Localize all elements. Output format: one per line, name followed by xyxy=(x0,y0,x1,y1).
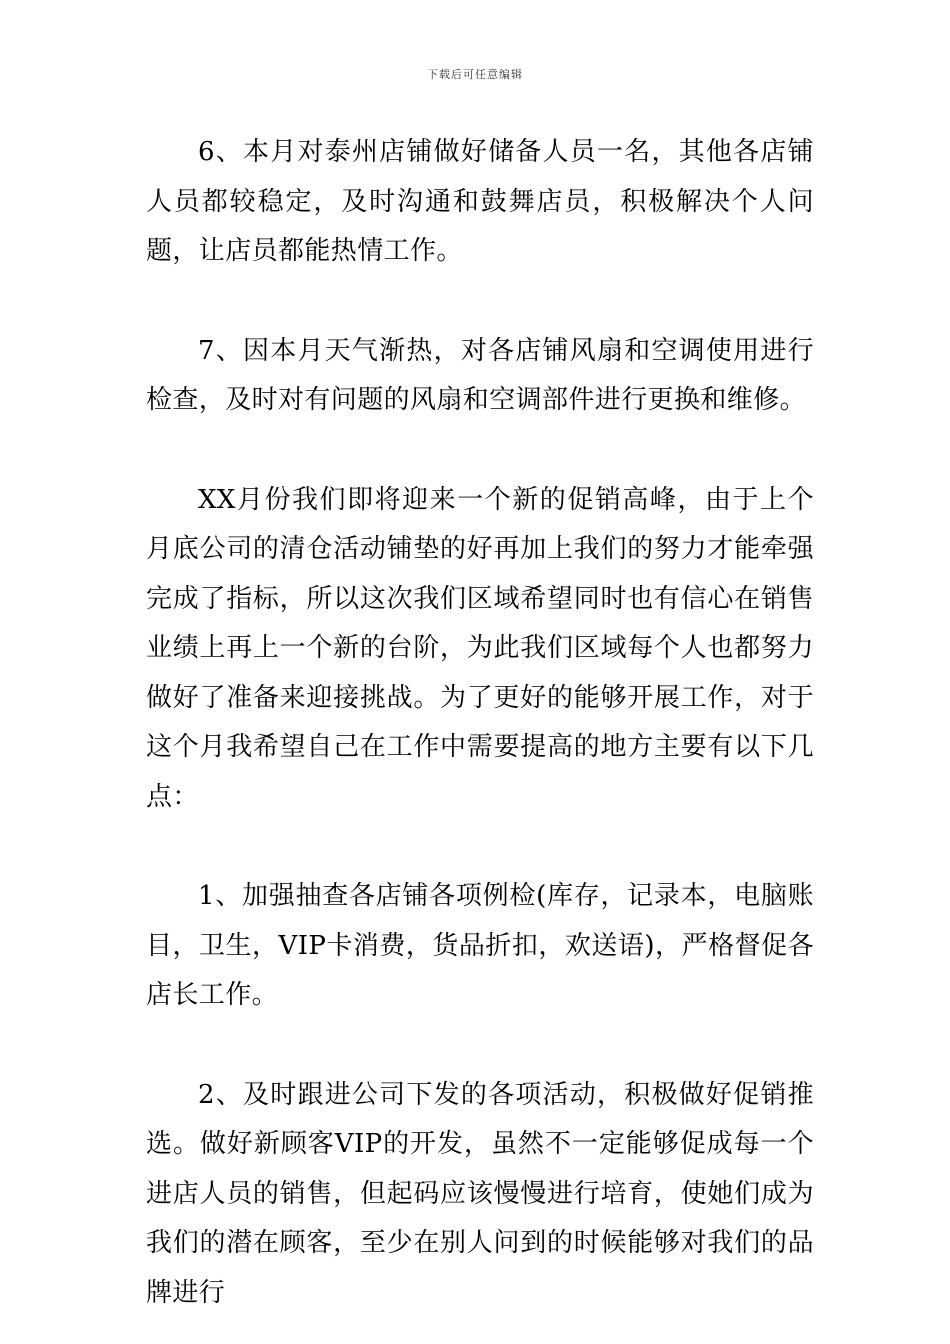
paragraph-spacer xyxy=(146,1021,814,1071)
document-body xyxy=(146,128,814,1318)
paragraph-point-2: 2、及时跟进公司下发的各项活动，积极做好促销推选。做好新顾客VIP的开发，虽然不一定能够促成每一个进店人员的销售，但起码应该慢慢进行培育，使她们成为我们的潜在顾客，至少在别人问到的时候能够对我们的品牌进行 xyxy=(146,1079,814,1308)
paragraph-monthly-plan: XX月份我们即将迎来一个新的促销高峰，由于上个月底公司的清仓活动铺垫的好再加上我们的努力才能牵强完成了指标，所以这次我们区域希望同时也有信心在销售业绩上再上一个新的台阶，为此我们区域每个人也都努力做好了准备来迎接挑战。为了更好的能够开展工作，对于这个月我希望自己在工作中需要提高的地方主要有以下几点： xyxy=(146,484,814,812)
header-note: 下载后可任意编辑 xyxy=(427,68,523,81)
paragraph-spacer xyxy=(146,822,814,872)
paragraph-point-1: 1、加强抽查各店铺各项例检(库存，记录本，电脑账目，卫生，VIP卡消费，货品折扣，欢送语)，严格督促各店长工作。 xyxy=(146,881,814,1010)
paragraph-spacer xyxy=(146,277,814,327)
paragraph-item-7: 7、因本月天气渐热，对各店铺风扇和空调使用进行检查，及时对有问题的风扇和空调部件进行更换和维修。 xyxy=(146,335,814,415)
paragraph-item-6: 6、本月对泰州店铺做好储备人员一名，其他各店铺人员都较稳定，及时沟通和鼓舞店员，积极解决个人问题，让店员都能热情工作。 xyxy=(146,137,814,266)
paragraph-spacer xyxy=(146,426,814,476)
